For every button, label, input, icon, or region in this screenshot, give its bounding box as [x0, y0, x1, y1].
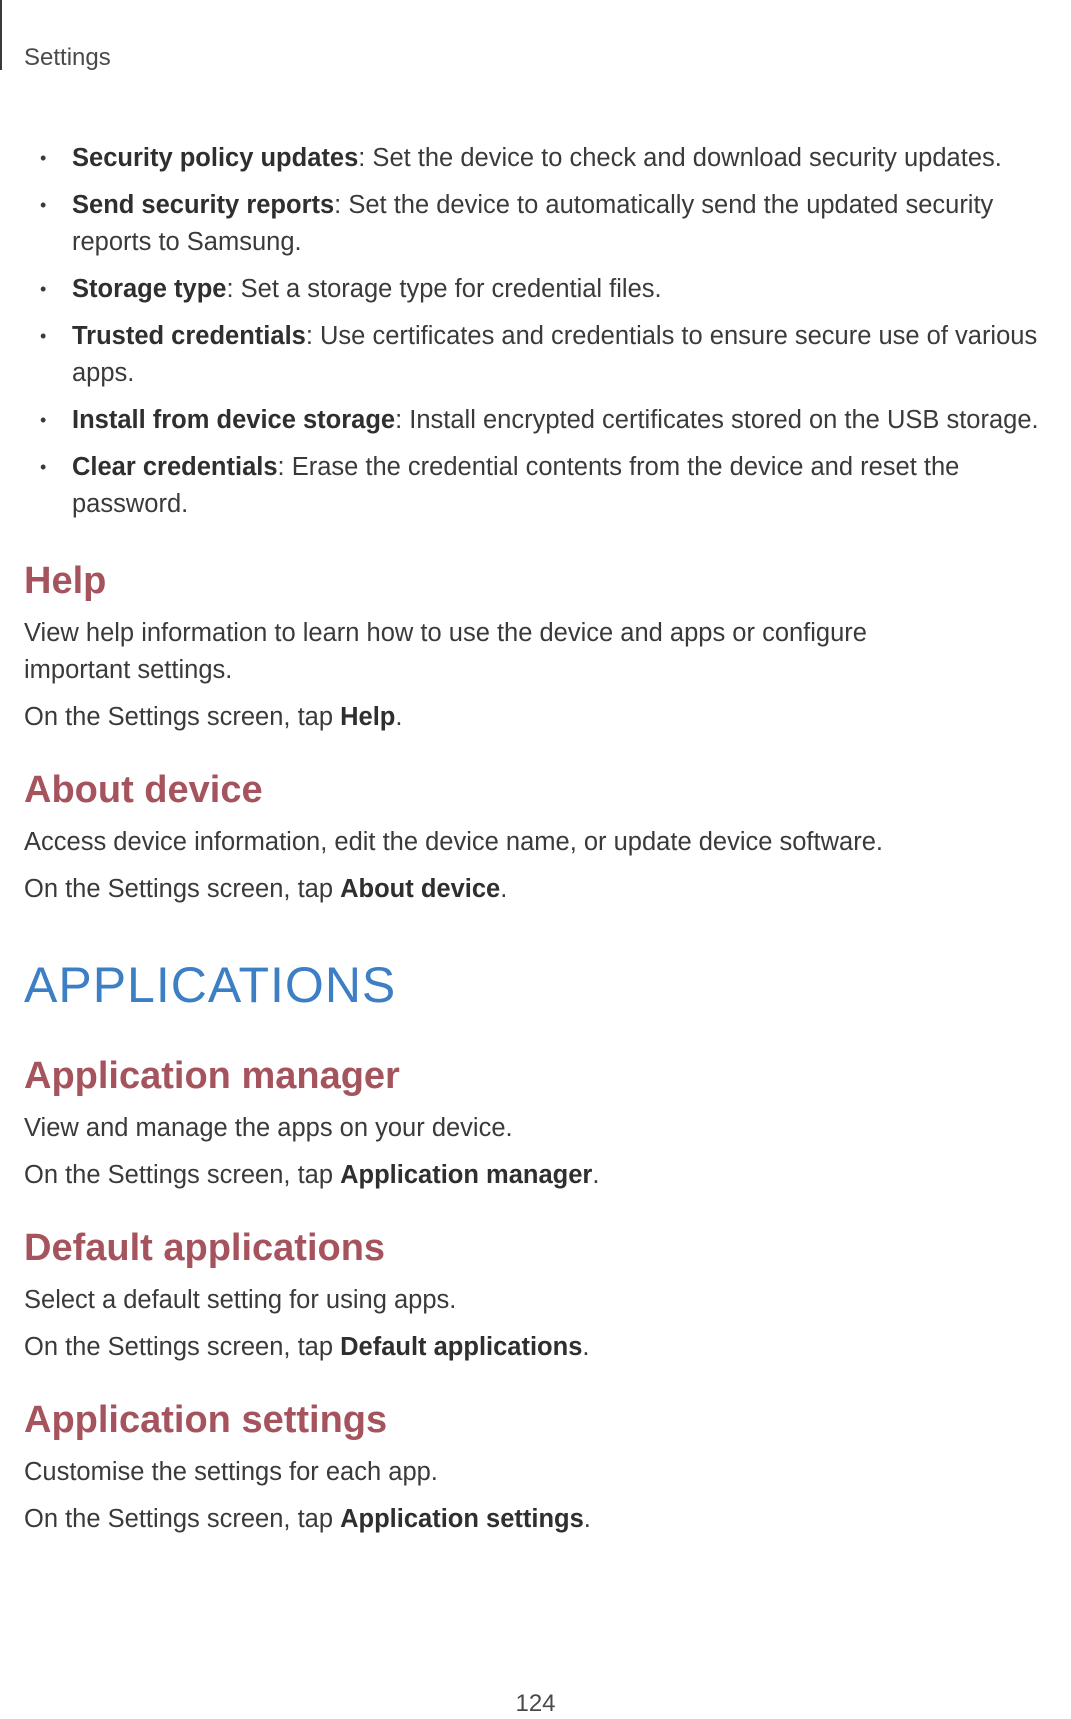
- bullet-term: Security policy updates: [72, 144, 359, 172]
- list-item: [24, 318, 1064, 392]
- instruction-target: Default applications: [340, 1333, 583, 1361]
- application-settings-section: [24, 1394, 1064, 1538]
- bullet-icon: •: [40, 279, 47, 299]
- instruction-target: Application manager: [340, 1161, 593, 1189]
- bullet-desc: : Set the device to check and download security updates.: [358, 144, 1002, 172]
- application-manager-instruction: [24, 1157, 1064, 1194]
- bullet-desc: : Use certificates and credentials to ensure secure use of various apps.: [72, 322, 1038, 387]
- list-item: [24, 140, 1064, 177]
- default-applications-description: Select a default setting for using apps.: [24, 1286, 457, 1314]
- instruction-suffix: .: [592, 1161, 600, 1189]
- header-rule: [0, 0, 2, 70]
- instruction-suffix: .: [500, 875, 508, 903]
- default-applications-section: [24, 1222, 1064, 1366]
- bullet-icon: •: [40, 148, 47, 168]
- bullet-desc: : Erase the credential contents from the device and reset the password.: [72, 453, 960, 518]
- instruction-prefix: On the Settings screen, tap: [24, 1161, 341, 1189]
- help-section: [24, 555, 1064, 736]
- about-device-section: [24, 764, 1064, 908]
- bullet-icon: •: [40, 195, 47, 215]
- application-manager-section: [24, 1050, 1064, 1194]
- list-item: [24, 402, 1064, 439]
- instruction-suffix: .: [583, 1505, 591, 1533]
- list-item: [24, 187, 1064, 261]
- bullet-desc: : Set the device to automatically send the updated security reports to Samsung.: [72, 191, 994, 256]
- application-settings-instruction: [24, 1501, 1064, 1538]
- security-bullet-list: [24, 140, 1064, 523]
- bullet-icon: •: [40, 410, 47, 430]
- bullet-term: Clear credentials: [72, 453, 278, 481]
- list-item: [24, 271, 1064, 308]
- bullet-term: Storage type: [72, 275, 227, 303]
- application-settings-description: Customise the settings for each app.: [24, 1458, 438, 1486]
- bullet-icon: •: [40, 457, 47, 477]
- about-device-description: Access device information, edit the device name, or update device software.: [24, 828, 883, 856]
- bullet-icon: •: [40, 326, 47, 346]
- default-applications-instruction: [24, 1329, 1064, 1366]
- applications-heading: APPLICATIONS: [24, 957, 397, 1013]
- list-item: [24, 449, 1064, 523]
- page-number: 124: [515, 1690, 556, 1717]
- instruction-target: Help: [340, 703, 396, 731]
- bullet-desc: : Install encrypted certificates stored on the USB storage.: [395, 406, 1039, 434]
- instruction-prefix: On the Settings screen, tap: [24, 1505, 341, 1533]
- running-head: Settings: [24, 44, 111, 71]
- application-settings-heading: Application settings: [24, 1399, 388, 1441]
- about-device-heading: About device: [24, 769, 263, 811]
- bullet-term: Install from device storage: [72, 406, 396, 434]
- instruction-target: About device: [340, 875, 501, 903]
- instruction-target: Application settings: [340, 1505, 584, 1533]
- instruction-prefix: On the Settings screen, tap: [24, 703, 341, 731]
- application-manager-heading: Application manager: [24, 1055, 400, 1097]
- instruction-prefix: On the Settings screen, tap: [24, 1333, 341, 1361]
- help-instruction: [24, 699, 1064, 736]
- bullet-desc: : Set a storage type for credential files.: [226, 275, 662, 303]
- application-manager-description: View and manage the apps on your device.: [24, 1114, 513, 1142]
- about-device-instruction: [24, 871, 1064, 908]
- page-content: [24, 140, 1064, 1538]
- instruction-suffix: .: [395, 703, 403, 731]
- default-applications-heading: Default applications: [24, 1227, 386, 1269]
- help-description: View help information to learn how to use the device and apps or configure important settings.: [24, 619, 867, 684]
- instruction-suffix: .: [582, 1333, 590, 1361]
- instruction-prefix: On the Settings screen, tap: [24, 875, 341, 903]
- help-heading: Help: [24, 560, 107, 602]
- bullet-term: Send security reports: [72, 191, 335, 219]
- bullet-term: Trusted credentials: [72, 322, 306, 350]
